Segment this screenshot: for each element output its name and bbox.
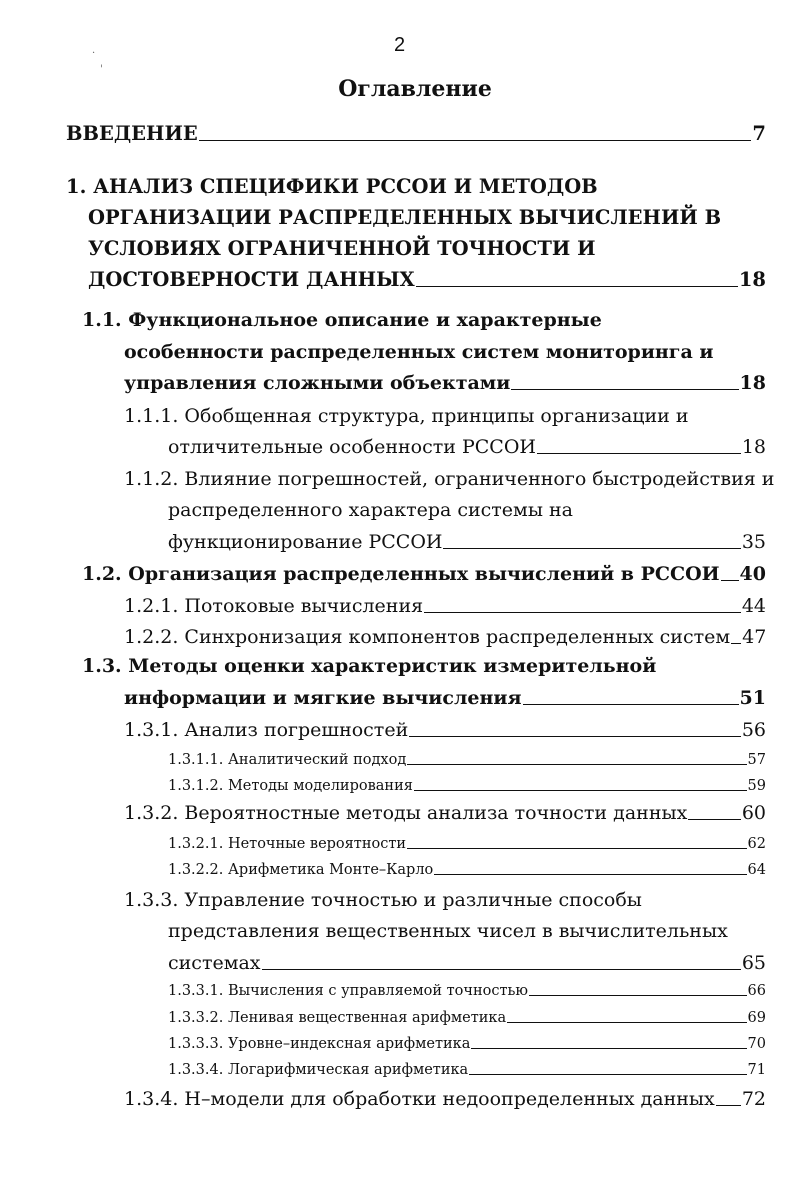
toc-leader <box>409 736 741 737</box>
toc-section-1-1-line-1[interactable]: 1.1. Функциональное описание и характерные <box>82 309 602 331</box>
toc-leader <box>443 548 740 549</box>
toc-page-ref: 72 <box>741 1088 766 1110</box>
toc-entry-section-1-3-3-2[interactable] <box>168 1010 766 1026</box>
toc-leader <box>434 874 746 875</box>
toc-page-ref: 7 <box>752 122 766 145</box>
toc-entry-label: 1.2. Организация распределенных вычислений в РССОИ <box>82 563 720 585</box>
toc-entry-section-1-3-2-1[interactable] <box>168 836 766 852</box>
toc-section-1-1-2-line-2[interactable]: распределенного характера системы на <box>168 499 573 521</box>
toc-section-1-3-line-1[interactable]: 1.3. Методы оценки характеристик измерительной <box>82 655 657 677</box>
toc-leader <box>416 286 738 287</box>
toc-leader <box>716 1105 741 1106</box>
toc-entry-label: 1.3.3.4. Логарифмическая арифметика <box>168 1062 469 1078</box>
toc-chapter-1-line-1[interactable]: 1. АНАЛИЗ СПЕЦИФИКИ РССОИ И МЕТОДОВ <box>66 175 598 198</box>
scan-speck: ' <box>100 64 103 75</box>
toc-leader <box>199 140 752 141</box>
toc-entry-section-1-3-1[interactable] <box>124 719 766 741</box>
toc-leader <box>507 1022 746 1023</box>
toc-section-1-3-3-line-2[interactable]: представления вещественных чисел в вычислительных <box>168 920 728 942</box>
toc-entry-section-1-2[interactable] <box>82 563 766 585</box>
toc-entry-label: 1.3.2.1. Неточные вероятности <box>168 836 407 852</box>
toc-page-ref: 59 <box>747 778 766 794</box>
toc-entry-section-1-3-3[interactable] <box>168 952 766 974</box>
toc-page-ref: 65 <box>741 952 766 974</box>
toc-leader <box>537 453 741 454</box>
toc-leader <box>721 580 739 581</box>
toc-entry-label: 1.3.1.1. Аналитический подход <box>168 752 407 768</box>
toc-leader <box>262 969 741 970</box>
toc-chapter-1-line-2[interactable]: ОРГАНИЗАЦИИ РАСПРЕДЕЛЕННЫХ ВЫЧИСЛЕНИЙ В <box>88 206 722 229</box>
toc-page-ref: 44 <box>741 595 766 617</box>
toc-page-ref: 62 <box>747 836 766 852</box>
toc-page-ref: 56 <box>741 719 766 741</box>
toc-entry-label: 1.3.1. Анализ погрешностей <box>124 719 409 741</box>
scan-speck: · <box>92 48 96 59</box>
toc-page-ref: 60 <box>741 802 766 824</box>
toc-page-ref: 47 <box>742 626 767 648</box>
toc-page-ref: 51 <box>739 687 766 709</box>
toc-entry-section-1-2-1[interactable] <box>124 595 766 617</box>
toc-section-1-3-3-line-1[interactable]: 1.3.3. Управление точностью и различные способы <box>124 889 642 911</box>
toc-section-1-1-line-2[interactable]: особенности распределенных систем мониторинга и <box>124 341 714 363</box>
toc-page-ref: 18 <box>741 436 766 458</box>
toc-entry-section-1-3[interactable] <box>124 687 766 709</box>
toc-entry-section-1-1-2[interactable] <box>168 531 766 553</box>
toc-leader <box>688 819 740 820</box>
toc-entry-section-1-3-1-1[interactable] <box>168 752 766 768</box>
toc-entry-section-1-3-3-4[interactable] <box>168 1062 766 1078</box>
toc-entry-label: управления сложными объектами <box>124 372 511 394</box>
toc-section-1-1-1-line-1[interactable]: 1.1.1. Обобщенная структура, принципы организации и <box>124 405 689 427</box>
toc-entry-label: 1.2.1. Потоковые вычисления <box>124 595 424 617</box>
toc-entry-label: системах <box>168 952 261 974</box>
page-number: 2 <box>393 34 406 56</box>
toc-page-ref: 57 <box>747 752 766 768</box>
toc-page-ref: 35 <box>741 531 766 553</box>
toc-entry-section-1-3-4[interactable] <box>124 1088 766 1110</box>
toc-chapter-1-line-3[interactable]: УСЛОВИЯХ ОГРАНИЧЕННОЙ ТОЧНОСТИ И <box>88 237 596 260</box>
toc-page-ref: 40 <box>739 563 766 585</box>
toc-entry-label: 1.3.2.2. Арифметика Монте–Карло <box>168 862 434 878</box>
toc-entry-label: 1.3.3.3. Уровне–индексная арифметика <box>168 1036 471 1052</box>
toc-leader <box>511 389 738 390</box>
toc-entry-section-1-1-1[interactable] <box>168 436 766 458</box>
toc-leader <box>529 995 747 996</box>
toc-entry-section-1-3-3-1[interactable] <box>168 983 766 999</box>
toc-entry-label: 1.3.4. Н–модели для обработки недоопределенных данных <box>124 1088 715 1110</box>
toc-page-ref: 70 <box>747 1036 766 1052</box>
toc-leader <box>414 790 747 791</box>
toc-page-ref: 18 <box>739 372 766 394</box>
toc-entry-label: 1.3.3.1. Вычисления с управляемой точностью <box>168 983 529 999</box>
toc-page-ref: 66 <box>747 983 766 999</box>
toc-page-ref: 64 <box>747 862 766 878</box>
toc-leader <box>407 848 747 849</box>
toc-entry-chapter-1[interactable] <box>88 268 766 291</box>
toc-entry-label: 1.2.2. Синхронизация компонентов распределенных систем <box>124 626 731 648</box>
toc-entry-section-1-2-2[interactable] <box>124 626 766 648</box>
toc-leader <box>469 1074 746 1075</box>
toc-leader <box>424 612 741 613</box>
toc-entry-section-1-1[interactable] <box>124 372 766 394</box>
toc-page-ref: 18 <box>738 268 766 291</box>
toc-entry-label: 1.3.3.2. Ленивая вещественная арифметика <box>168 1010 507 1026</box>
toc-leader <box>407 764 746 765</box>
toc-entry-section-1-3-2[interactable] <box>124 802 766 824</box>
toc-entry-section-1-3-1-2[interactable] <box>168 778 766 794</box>
toc-entry-label: 1.3.1.2. Методы моделирования <box>168 778 413 794</box>
toc-leader <box>731 643 741 644</box>
toc-page-ref: 69 <box>747 1010 766 1026</box>
toc-title: Оглавление <box>338 76 492 102</box>
toc-entry-label: функционирование РССОИ <box>168 531 443 553</box>
toc-entry-section-1-3-2-2[interactable] <box>168 862 766 878</box>
toc-entry-label: ВВЕДЕНИЕ <box>66 122 198 145</box>
toc-leader <box>471 1048 746 1049</box>
toc-leader <box>523 704 739 705</box>
toc-section-1-1-2-line-1[interactable]: 1.1.2. Влияние погрешностей, ограниченного быстродействия и <box>124 468 775 490</box>
toc-entry-introduction[interactable] <box>66 122 766 145</box>
toc-entry-section-1-3-3-3[interactable] <box>168 1036 766 1052</box>
toc-page-ref: 71 <box>747 1062 766 1078</box>
toc-entry-label: 1.3.2. Вероятностные методы анализа точности данных <box>124 802 688 824</box>
toc-entry-label: отличительные особенности РССОИ <box>168 436 536 458</box>
toc-entry-label: информации и мягкие вычисления <box>124 687 522 709</box>
toc-entry-label: ДОСТОВЕРНОСТИ ДАННЫХ <box>88 268 415 291</box>
